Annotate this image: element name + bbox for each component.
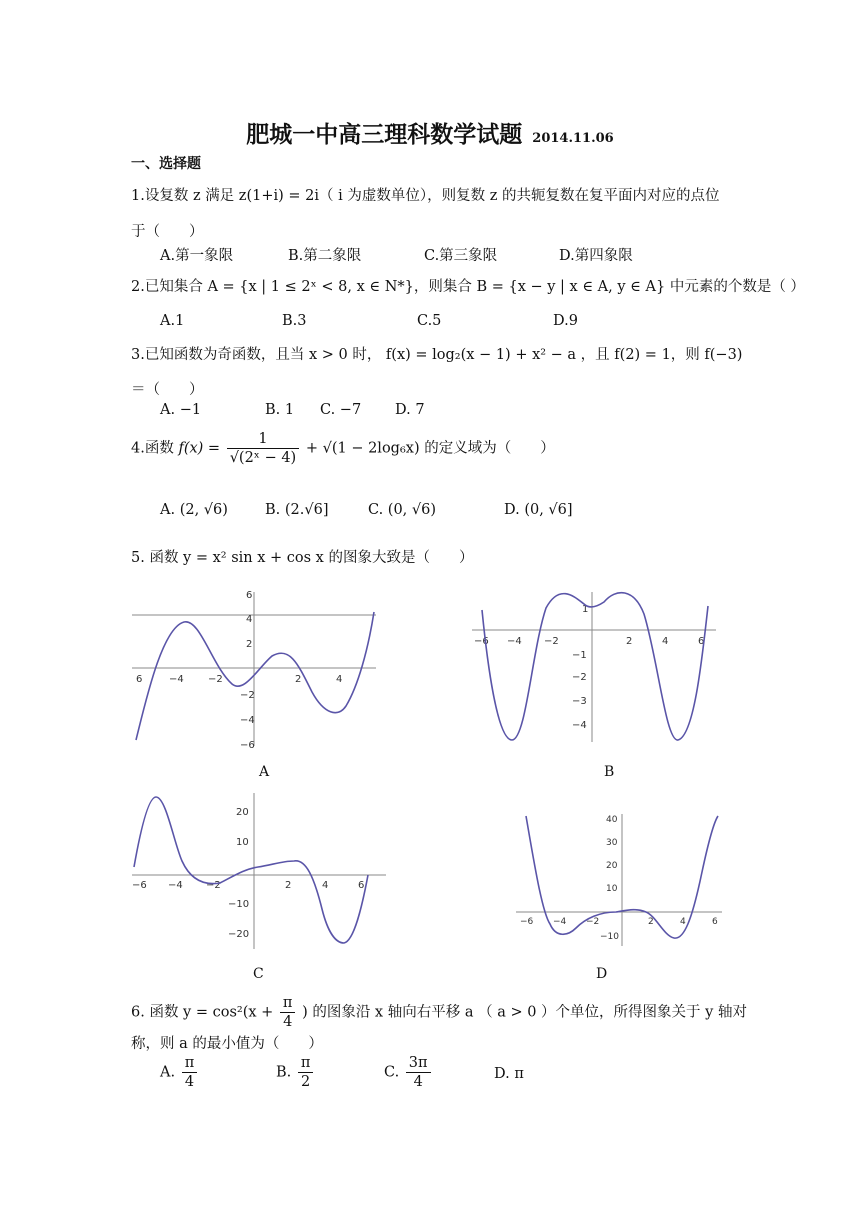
graph-b-ytick: −4 [572,720,587,731]
q4-option-b: B. (2.√6] [265,502,329,518]
graph-b-ytick: −3 [572,696,587,707]
page-title [0,116,860,149]
q1-option-c: C.第三象限 [424,248,498,264]
q2-option-a: A.1 [160,313,185,329]
graph-a-ytick: 4 [246,614,253,625]
q6-option-c [384,1054,433,1091]
q4-prefix: 4.函数 [131,440,174,457]
graph-a-ytick: −6 [240,740,255,748]
q1-option-a: A.第一象限 [160,248,234,264]
q6-line1 [131,994,747,1031]
graph-c-xtick: −2 [206,880,221,891]
graph-a-xtick: −2 [208,674,223,685]
graph-c-ytick: 20 [236,807,249,818]
graph-d-label: D [596,966,608,982]
q6-option-a-label: A. [160,1064,176,1081]
q6-frac-num: π [280,994,296,1013]
q4-option-a: A. (2, √6) [160,502,228,518]
q4-frac-num: 1 [227,430,300,449]
q6-option-c-den: 4 [413,1074,423,1090]
q1-option-b: B.第二象限 [288,248,362,264]
q4-option-c: C. (0, √6) [368,502,437,518]
q2-option-c: C.5 [417,313,442,329]
q3-option-a: A. −1 [160,402,202,418]
q6-option-c-label: C. [384,1064,400,1081]
q4-line [131,430,555,467]
q6-option-a [160,1054,199,1091]
graph-d-ytick: 10 [606,884,618,894]
graph-d [516,812,726,948]
q6-option-a-num: π [182,1054,198,1073]
q6-option-b-frac [298,1054,314,1091]
q6-option-c-frac [406,1054,431,1091]
section-heading: 一、选择题 [131,156,201,172]
q6-option-b-label: B. [276,1064,292,1081]
graph-d-ytick: 40 [606,815,618,825]
graph-d-xtick: −4 [553,917,567,927]
title-date: 2014.11.06 [532,131,614,146]
graph-b-ytick: 1 [582,604,589,615]
graph-a-xtick: 6 [136,674,143,685]
q6-line2: 称，则 a 的最小值为（ ） [131,1036,323,1052]
q3-option-c: C. −7 [320,402,362,418]
q3-line2: ＝（ ） [131,382,204,398]
graph-d-ytick: −10 [600,932,619,942]
q2-line1: 2.已知集合 A = {x | 1 ≤ 2ˣ < 8, x ∈ N*}，则集合 B = {x − y | x ∈ A, y ∈ A} 中元素的个数是（ ） [131,279,805,295]
q4-func: f(x) = [178,440,221,457]
graph-c-xtick: −4 [168,880,183,891]
graph-d-xtick: 4 [680,917,686,927]
q4-suffix: 的定义域为（ ） [424,440,555,457]
graph-d-xtick: −6 [520,917,534,927]
graph-a-xtick: 4 [336,674,343,685]
graph-d-xtick: −2 [586,917,600,927]
graph-d-ytick: 30 [606,838,618,848]
graph-c [132,793,390,953]
q6-fraction [280,994,296,1031]
graph-c-label: C [253,966,264,982]
q4-fraction [227,430,300,467]
graph-b-curve [482,593,708,740]
q6-option-b [276,1054,315,1091]
graph-b-xtick: −6 [474,636,489,647]
q1-line2: 于（ ） [131,224,204,240]
graph-b-label: B [604,764,615,780]
q4-option-d: D. (0, √6] [504,502,573,518]
graph-b [472,590,722,748]
title-text: 肥城一中高三理科数学试题 [246,121,523,148]
graph-b-xtick: 4 [662,636,669,647]
graph-a-ytick: −2 [240,690,255,701]
q3-option-b: B. 1 [265,402,295,418]
q6-option-b-num: π [298,1054,314,1073]
graph-b-xtick: −4 [507,636,522,647]
q3-option-d: D. 7 [395,402,425,418]
graph-a [132,590,382,748]
graph-d-xtick: 6 [712,917,718,927]
graph-b-ytick: −1 [572,650,587,661]
graph-c-xtick: 4 [322,880,329,891]
graph-d-xtick: 2 [648,917,654,927]
graph-a-xtick: −4 [169,674,184,685]
graph-c-xtick: −6 [132,880,147,891]
q6-option-b-den: 2 [301,1074,311,1090]
graph-a-xtick: 2 [295,674,302,685]
graph-c-xtick: 2 [285,880,292,891]
graph-a-ytick: 6 [246,590,253,601]
q6-mid: ) 的图象沿 x 轴向右平移 a （ a > 0 ）个单位，所得图象关于 y 轴对 [302,1004,747,1021]
graph-a-label: A [259,764,270,780]
q6-prefix: 6. 函数 y = cos²(x + [131,1004,274,1021]
q4-rest: + √(1 − 2log₆x) [305,440,420,457]
q2-option-b: B.3 [282,313,307,329]
q4-frac-den: √(2ˣ − 4) [229,450,297,466]
graph-c-ytick: −20 [228,929,250,940]
graph-c-ytick: −10 [228,899,250,910]
q1-option-d: D.第四象限 [559,248,633,264]
q6-option-a-den: 4 [184,1074,195,1090]
graph-c-xtick: 6 [358,880,365,891]
q5-line1: 5. 函数 y = x² sin x + cos x 的图象大致是（ ） [131,550,474,566]
graph-b-ytick: −2 [572,672,587,683]
graph-b-xtick: −2 [544,636,559,647]
graph-b-xtick: 2 [626,636,633,647]
graph-a-ytick: 2 [246,639,253,650]
q6-option-a-frac [182,1054,198,1091]
graph-c-ytick: 10 [236,837,249,848]
graph-c-curve [134,797,368,943]
q6-option-d: D. π [494,1066,524,1082]
q1-line1: 1.设复数 z 满足 z(1+i) = 2i（ i 为虚数单位），则复数 z 的共轭复数在复平面内对应的点位 [131,188,720,204]
q6-frac-den: 4 [283,1014,293,1030]
q6-option-c-num: 3π [406,1054,431,1073]
graph-d-ytick: 20 [606,861,618,871]
graph-b-xtick: 6 [698,636,705,647]
graph-a-ytick: −4 [240,715,255,726]
q2-option-d: D.9 [553,313,578,329]
q3-line1: 3.已知函数为奇函数，且当 x > 0 时， f(x) = log₂(x − 1) + x² − a ，且 f(2) = 1，则 f(−3) [131,347,743,363]
